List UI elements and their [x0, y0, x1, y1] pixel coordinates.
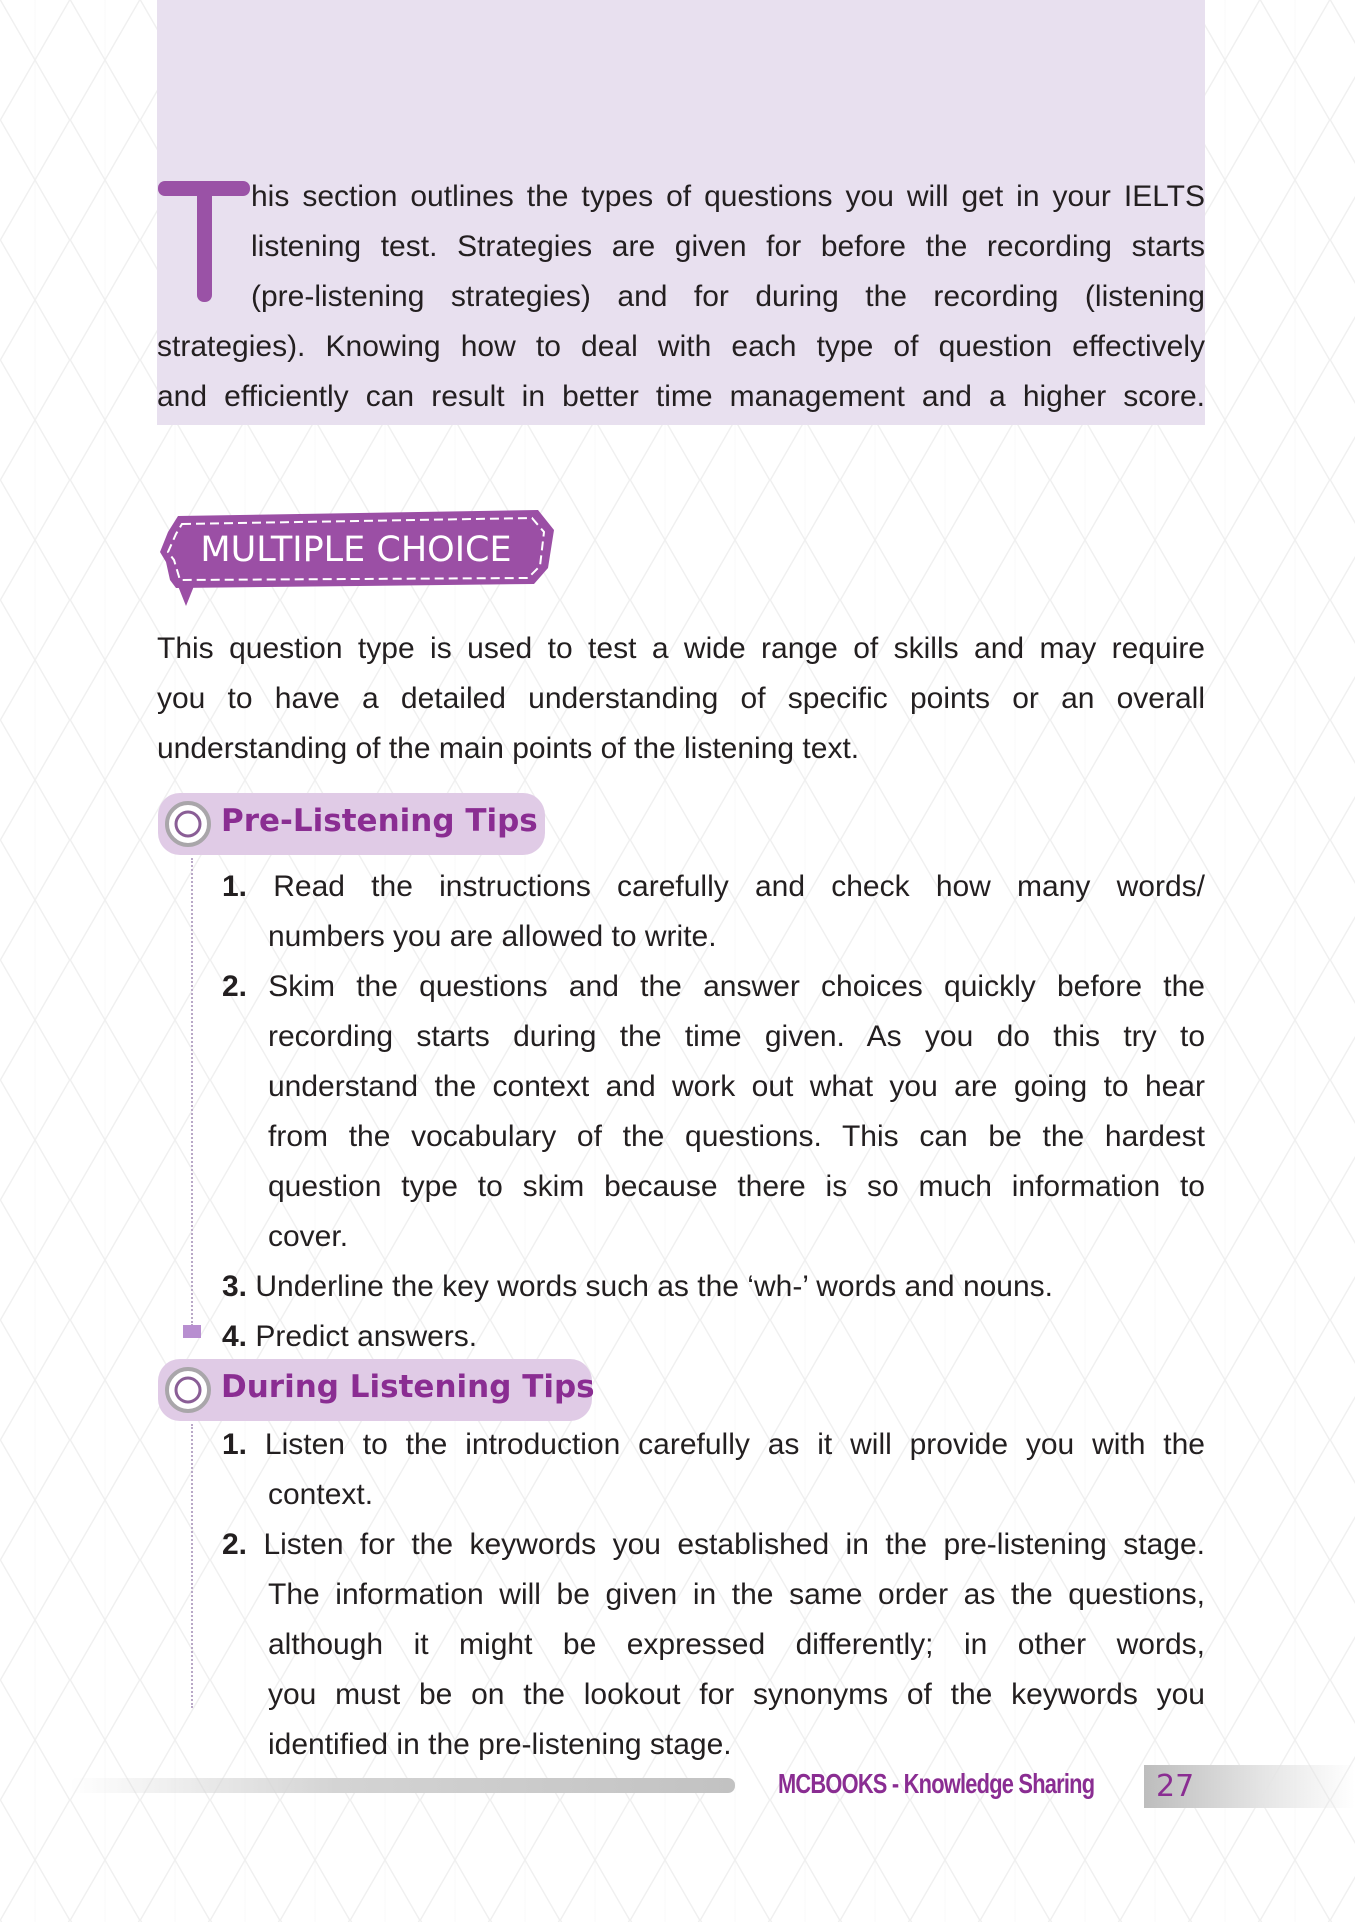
item-number: 2. [222, 970, 248, 1003]
item-text: Read the instructions carefully and check how many words/ [273, 870, 1205, 903]
item-text: context. [268, 1478, 374, 1511]
ring-icon [164, 1366, 212, 1414]
description-line: understanding of the main points of the listening text. [157, 732, 860, 765]
footer-brand: MCBOOKS - Knowledge Sharing [778, 1768, 1095, 1799]
item-text: although it might be expressed differently; in other words, [268, 1628, 1205, 1661]
description-line: This question type is used to test a wide range of skills and may require [157, 632, 1205, 665]
item-text: understand the context and work out what you are going to hear [268, 1070, 1205, 1103]
list-item [222, 1262, 1205, 1312]
item-text: question type to skim because there is so much information to [268, 1170, 1205, 1203]
pre-listening-title: Pre-Listening Tips [221, 803, 538, 839]
list-item [222, 1520, 1205, 1770]
page-number-box [1144, 1765, 1355, 1808]
section-badge [156, 508, 558, 610]
during-listening-title: During Listening Tips [221, 1369, 595, 1405]
intro-line: strategies). Knowing how to deal with each type of question effectively [157, 330, 1205, 363]
list-item [222, 1312, 1205, 1362]
pre-listening-list [222, 862, 1205, 1362]
item-text: The information will be given in the same order as the questions, [268, 1578, 1205, 1611]
item-number: 2. [222, 1528, 248, 1561]
item-text: Underline the key words such as the ‘wh-’ words and nouns. [255, 1270, 1054, 1303]
intro-line: listening test. Strategies are given for before the recording starts [251, 230, 1205, 263]
description-line: you to have a detailed understanding of specific points or an overall [157, 682, 1205, 715]
section-description [157, 624, 1205, 774]
item-number: 1. [222, 870, 248, 903]
page-number: 27 [1156, 1769, 1195, 1804]
item-number: 3. [222, 1270, 248, 1303]
item-text: Listen for the keywords you established in the pre-listening stage. [263, 1528, 1205, 1561]
ring-icon [164, 800, 212, 848]
during-listening-header [158, 1359, 595, 1421]
during-listening-list [222, 1420, 1205, 1770]
footer-decorative-bar [70, 1778, 735, 1793]
during-listening-dotted-line [191, 1424, 193, 1708]
list-item [222, 1420, 1205, 1520]
item-text: recording starts during the time given. As you do this try to [268, 1020, 1205, 1053]
square-marker [183, 1325, 201, 1338]
item-text: Listen to the introduction carefully as it will provide you with the [264, 1428, 1205, 1461]
item-text: Predict answers. [255, 1320, 478, 1353]
pre-listening-header [158, 793, 545, 855]
item-text: Skim the questions and the answer choices quickly before the [268, 970, 1205, 1003]
item-text: you must be on the lookout for synonyms of the keywords you [268, 1678, 1205, 1711]
item-text: from the vocabulary of the questions. This can be the hardest [268, 1120, 1205, 1153]
list-item [222, 862, 1205, 962]
list-item [222, 962, 1205, 1262]
item-text: identified in the pre-listening stage. [268, 1728, 732, 1761]
item-number: 4. [222, 1320, 248, 1353]
intro-paragraph [157, 172, 1205, 422]
pre-listening-dotted-line [191, 858, 193, 1326]
item-number: 1. [222, 1428, 248, 1461]
badge-label: MULTIPLE CHOICE [200, 530, 512, 570]
item-text: numbers you are allowed to write. [268, 920, 717, 953]
intro-line: and efficiently can result in better time management and a higher score. [157, 380, 1205, 413]
intro-line: his section outlines the types of questions you will get in your IELTS [251, 180, 1205, 213]
intro-line: (pre-listening strategies) and for during the recording (listening [251, 280, 1205, 313]
item-text: cover. [268, 1220, 349, 1253]
